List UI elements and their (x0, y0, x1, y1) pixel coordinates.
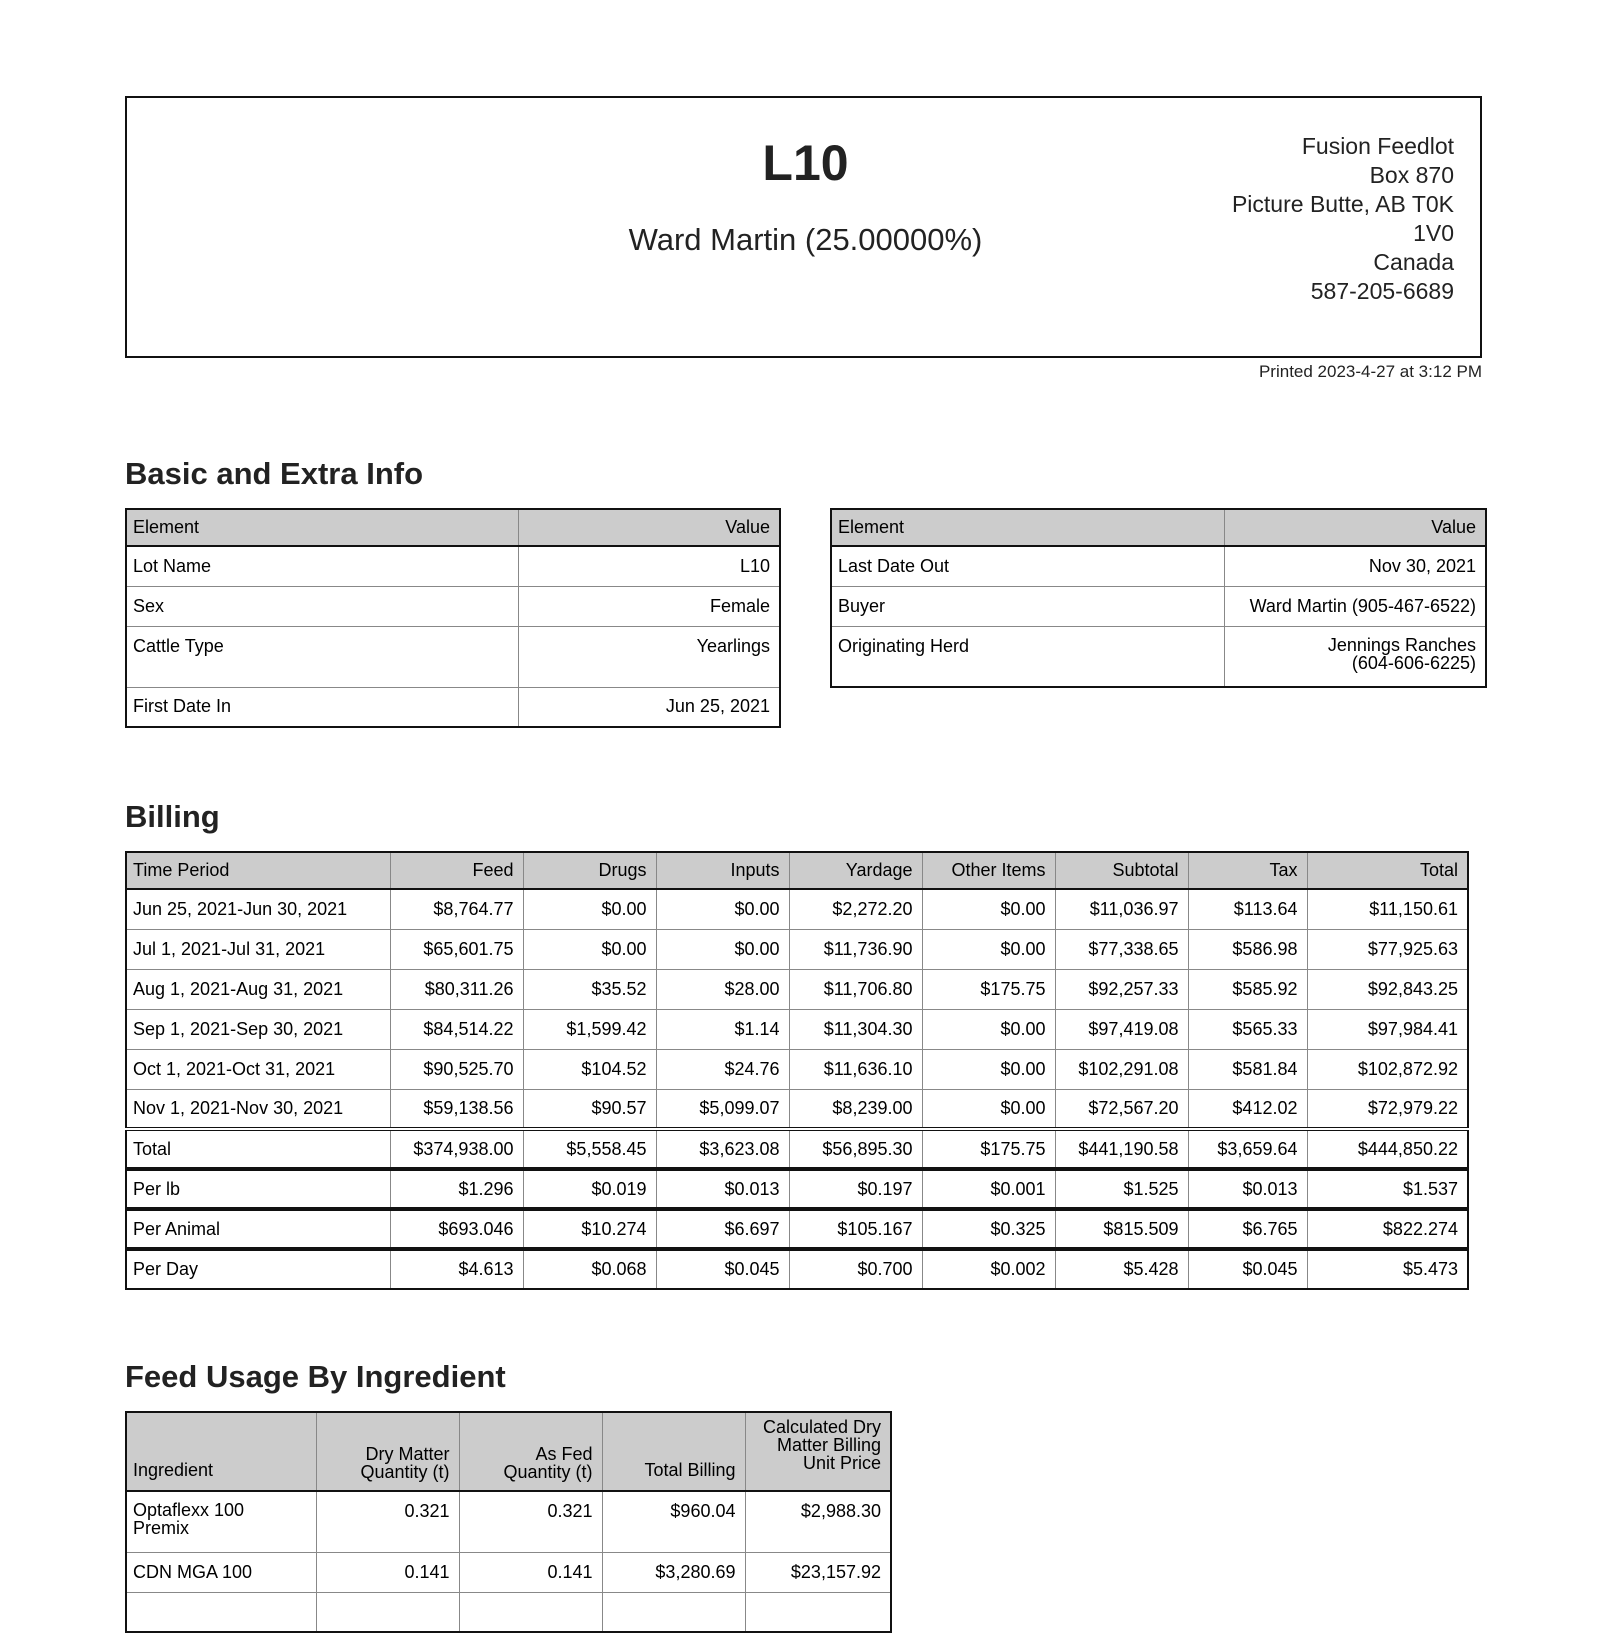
feed-cell: $59,138.56 (390, 1089, 523, 1129)
element-cell: Sex (126, 586, 518, 626)
lot-title: L10 (762, 135, 849, 191)
table-row (126, 889, 1468, 929)
total-cell: $11,150.61 (1307, 889, 1468, 929)
time-period-cell: Total (126, 1129, 390, 1169)
column-header-ingredient: Ingredient (126, 1412, 316, 1491)
owner-line: Ward Martin (25.00000%) (628, 222, 983, 257)
time-period-cell: Oct 1, 2021-Oct 31, 2021 (126, 1049, 390, 1089)
header-line: Unit Price (802, 1453, 881, 1473)
subtotal-cell: $11,036.97 (1055, 889, 1188, 929)
other-items-cell: $0.00 (922, 1009, 1055, 1049)
time-period-cell: Nov 1, 2021-Nov 30, 2021 (126, 1089, 390, 1129)
empty-cell (459, 1592, 602, 1632)
column-header-element: Element (126, 509, 518, 546)
tax-cell: $581.84 (1188, 1049, 1307, 1089)
column-header-feed: Feed (390, 852, 523, 889)
inputs-cell: $3,623.08 (656, 1129, 789, 1169)
header-line: Matter Billing (776, 1435, 881, 1455)
column-header-other-items: Other Items (922, 852, 1055, 889)
ingredient-line: Optaflexx 100 (133, 1500, 245, 1520)
feed-cell: $374,938.00 (390, 1129, 523, 1169)
subtotal-cell: $102,291.08 (1055, 1049, 1188, 1089)
ingredient-line: Premix (133, 1518, 190, 1538)
as-fed-cell: 0.141 (459, 1552, 602, 1592)
other-items-cell: $0.00 (922, 1089, 1055, 1129)
subtotal-cell: $77,338.65 (1055, 929, 1188, 969)
column-header-dry-matter (316, 1412, 459, 1491)
total-cell: $92,843.25 (1307, 969, 1468, 1009)
ingredient-cell: CDN MGA 100 (126, 1552, 316, 1592)
yardage-cell: $0.700 (789, 1249, 922, 1289)
dry-matter-cell: 0.141 (316, 1552, 459, 1592)
summary-row (126, 1249, 1468, 1289)
tax-cell: $6.765 (1188, 1209, 1307, 1249)
other-items-cell: $175.75 (922, 969, 1055, 1009)
column-header-drugs: Drugs (523, 852, 656, 889)
as-fed-cell: 0.321 (459, 1491, 602, 1552)
yardage-cell: $11,304.30 (789, 1009, 922, 1049)
value-cell: Nov 30, 2021 (1224, 546, 1486, 586)
yardage-cell: $11,706.80 (789, 969, 922, 1009)
value-line: Jennings Ranches (1327, 634, 1476, 655)
company-city: Picture Butte, AB T0K (1231, 191, 1454, 217)
feed-cell: $65,601.75 (390, 929, 523, 969)
header-line: Calculated Dry (762, 1417, 881, 1437)
section-title-feed-usage: Feed Usage By Ingredient (125, 1359, 506, 1394)
element-cell: First Date In (126, 687, 518, 727)
company-postal: 1V0 (1413, 220, 1454, 246)
company-name: Fusion Feedlot (1301, 133, 1454, 159)
drugs-cell: $35.52 (523, 969, 656, 1009)
yardage-cell: $11,636.10 (789, 1049, 922, 1089)
report-header (125, 96, 1482, 358)
inputs-cell: $0.013 (656, 1169, 789, 1209)
header-line: Quantity (t) (503, 1462, 593, 1482)
header-line: Dry Matter (365, 1444, 450, 1464)
time-period-cell: Jul 1, 2021-Jul 31, 2021 (126, 929, 390, 969)
total-billing-cell: $960.04 (602, 1491, 745, 1552)
subtotal-cell: $72,567.20 (1055, 1089, 1188, 1129)
column-header-value: Value (518, 509, 780, 546)
other-items-cell: $0.00 (922, 929, 1055, 969)
empty-cell (602, 1592, 745, 1632)
total-cell: $72,979.22 (1307, 1089, 1468, 1129)
table-row (126, 1491, 891, 1552)
empty-cell (745, 1592, 891, 1632)
table-row (126, 546, 780, 586)
drugs-cell: $1,599.42 (523, 1009, 656, 1049)
inputs-cell: $0.045 (656, 1249, 789, 1289)
section-title-billing: Billing (125, 799, 220, 834)
subtotal-cell: $815.509 (1055, 1209, 1188, 1249)
yardage-cell: $0.197 (789, 1169, 922, 1209)
total-cell: $77,925.63 (1307, 929, 1468, 969)
table-row (831, 626, 1486, 687)
inputs-cell: $1.14 (656, 1009, 789, 1049)
total-cell: $444,850.22 (1307, 1129, 1468, 1169)
company-address (1174, 132, 1454, 306)
column-header-tax: Tax (1188, 852, 1307, 889)
time-period-cell: Sep 1, 2021-Sep 30, 2021 (126, 1009, 390, 1049)
tax-cell: $0.013 (1188, 1169, 1307, 1209)
column-header-value: Value (1224, 509, 1486, 546)
value-cell (1224, 626, 1486, 687)
other-items-cell: $0.00 (922, 889, 1055, 929)
table-row (126, 929, 1468, 969)
inputs-cell: $28.00 (656, 969, 789, 1009)
feed-cell: $4.613 (390, 1249, 523, 1289)
time-period-cell: Per lb (126, 1169, 390, 1209)
other-items-cell: $0.00 (922, 1049, 1055, 1089)
table-row (126, 586, 780, 626)
tax-cell: $0.045 (1188, 1249, 1307, 1289)
drugs-cell: $0.019 (523, 1169, 656, 1209)
tax-cell: $565.33 (1188, 1009, 1307, 1049)
element-cell: Buyer (831, 586, 1224, 626)
dry-matter-cell: 0.321 (316, 1491, 459, 1552)
value-line: (604-606-6225) (1351, 652, 1476, 673)
table-header-row (126, 1412, 891, 1491)
drugs-cell: $5,558.45 (523, 1129, 656, 1169)
drugs-cell: $10.274 (523, 1209, 656, 1249)
table-row (126, 1089, 1468, 1129)
summary-row (126, 1209, 1468, 1249)
unit-price-cell: $2,988.30 (745, 1491, 891, 1552)
empty-cell (126, 1592, 316, 1632)
inputs-cell: $24.76 (656, 1049, 789, 1089)
element-cell: Last Date Out (831, 546, 1224, 586)
drugs-cell: $104.52 (523, 1049, 656, 1089)
drugs-cell: $0.068 (523, 1249, 656, 1289)
value-cell: Ward Martin (905-467-6522) (1224, 586, 1486, 626)
table-row (126, 626, 780, 687)
value-cell: Yearlings (518, 626, 780, 687)
column-header-total-billing: Total Billing (602, 1412, 745, 1491)
table-row (126, 1592, 891, 1632)
tax-cell: $586.98 (1188, 929, 1307, 969)
inputs-cell: $6.697 (656, 1209, 789, 1249)
subtotal-cell: $441,190.58 (1055, 1129, 1188, 1169)
basic-info-table-left (125, 508, 781, 728)
table-row (126, 969, 1468, 1009)
feed-cell: $693.046 (390, 1209, 523, 1249)
element-cell: Cattle Type (126, 626, 518, 687)
total-cell: $102,872.92 (1307, 1049, 1468, 1089)
table-header-row (126, 509, 780, 546)
table-row (126, 1009, 1468, 1049)
company-country: Canada (1373, 249, 1454, 275)
total-cell: $97,984.41 (1307, 1009, 1468, 1049)
table-header-row (126, 852, 1468, 889)
tax-cell: $113.64 (1188, 889, 1307, 929)
column-header-time-period: Time Period (126, 852, 390, 889)
drugs-cell: $90.57 (523, 1089, 656, 1129)
total-cell: $1.537 (1307, 1169, 1468, 1209)
printed-timestamp: Printed 2023-4-27 at 3:12 PM (1258, 362, 1482, 381)
basic-info-table-right (830, 508, 1487, 688)
subtotal-cell: $92,257.33 (1055, 969, 1188, 1009)
yardage-cell: $56,895.30 (789, 1129, 922, 1169)
drugs-cell: $0.00 (523, 929, 656, 969)
section-title-basic-info: Basic and Extra Info (125, 456, 424, 491)
column-header-element: Element (831, 509, 1224, 546)
table-row (126, 1552, 891, 1592)
table-row (831, 586, 1486, 626)
header-line: As Fed (535, 1444, 593, 1464)
feed-cell: $84,514.22 (390, 1009, 523, 1049)
subtotal-cell: $97,419.08 (1055, 1009, 1188, 1049)
yardage-cell: $11,736.90 (789, 929, 922, 969)
yardage-cell: $105.167 (789, 1209, 922, 1249)
time-period-cell: Per Animal (126, 1209, 390, 1249)
column-header-unit-price (745, 1412, 891, 1491)
other-items-cell: $0.325 (922, 1209, 1055, 1249)
subtotal-cell: $5.428 (1055, 1249, 1188, 1289)
inputs-cell: $5,099.07 (656, 1089, 789, 1129)
yardage-cell: $8,239.00 (789, 1089, 922, 1129)
company-box: Box 870 (1369, 162, 1454, 188)
header-line: Quantity (t) (360, 1462, 450, 1482)
inputs-cell: $0.00 (656, 929, 789, 969)
total-cell: $5.473 (1307, 1249, 1468, 1289)
time-period-cell: Aug 1, 2021-Aug 31, 2021 (126, 969, 390, 1009)
feed-cell: $1.296 (390, 1169, 523, 1209)
inputs-cell: $0.00 (656, 889, 789, 929)
other-items-cell: $175.75 (922, 1129, 1055, 1169)
subtotal-cell: $1.525 (1055, 1169, 1188, 1209)
feed-cell: $8,764.77 (390, 889, 523, 929)
table-row (126, 1049, 1468, 1089)
value-cell: Jun 25, 2021 (518, 687, 780, 727)
column-header-subtotal: Subtotal (1055, 852, 1188, 889)
column-header-as-fed (459, 1412, 602, 1491)
table-row (831, 546, 1486, 586)
table-row (126, 687, 780, 727)
element-cell: Lot Name (126, 546, 518, 586)
time-period-cell: Jun 25, 2021-Jun 30, 2021 (126, 889, 390, 929)
table-header-row (831, 509, 1486, 546)
drugs-cell: $0.00 (523, 889, 656, 929)
time-period-cell: Per Day (126, 1249, 390, 1289)
company-phone: 587-205-6689 (1310, 278, 1454, 304)
tax-cell: $585.92 (1188, 969, 1307, 1009)
feed-cell: $90,525.70 (390, 1049, 523, 1089)
summary-row (126, 1169, 1468, 1209)
tax-cell: $412.02 (1188, 1089, 1307, 1129)
summary-row (126, 1129, 1468, 1169)
value-cell: L10 (518, 546, 780, 586)
feed-cell: $80,311.26 (390, 969, 523, 1009)
unit-price-cell: $23,157.92 (745, 1552, 891, 1592)
tax-cell: $3,659.64 (1188, 1129, 1307, 1169)
yardage-cell: $2,272.20 (789, 889, 922, 929)
element-cell: Originating Herd (831, 626, 1224, 687)
column-header-total: Total (1307, 852, 1468, 889)
empty-cell (316, 1592, 459, 1632)
value-cell: Female (518, 586, 780, 626)
other-items-cell: $0.002 (922, 1249, 1055, 1289)
column-header-inputs: Inputs (656, 852, 789, 889)
billing-table (125, 851, 1469, 1290)
column-header-yardage: Yardage (789, 852, 922, 889)
other-items-cell: $0.001 (922, 1169, 1055, 1209)
total-billing-cell: $3,280.69 (602, 1552, 745, 1592)
ingredient-cell (126, 1491, 316, 1552)
total-cell: $822.274 (1307, 1209, 1468, 1249)
